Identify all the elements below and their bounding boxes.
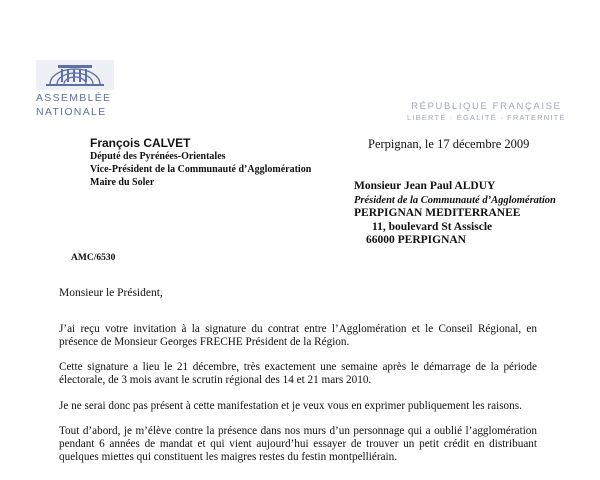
place-date: Perpignan, le 17 décembre 2009	[368, 137, 530, 151]
republique-motto: LIBERTÉ · ÉGALITÉ · FRATERNITÉ	[407, 113, 566, 122]
hemicycle-icon	[36, 60, 114, 90]
sender-name: François CALVET	[90, 136, 191, 150]
sender-title: Vice-Président de la Communauté d’Agglomération	[90, 164, 312, 175]
recipient-city: 66000 PERPIGNAN	[366, 234, 466, 246]
recipient-street: 11, boulevard St Assiscle	[372, 220, 493, 233]
republique-header	[407, 101, 566, 123]
body-paragraph: Je ne serai donc pas présent à cette manifestation et je veux vous en exprimer publiquement les raisons.	[59, 400, 522, 413]
reference-code: AMC/6530	[71, 253, 116, 263]
recipient-organization: PERPIGNAN MEDITERRANEE	[354, 207, 521, 219]
body-paragraph: Cette signature a lieu le 21 décembre, très exactement une semaine après le démarrage de la période électorale, de 3 mois avant le scrutin régional des 14 et 21 mars 2010.	[59, 361, 537, 387]
body-paragraph: J’ai reçu votre invitation à la signature du contrat entre l’Agglomération et le Conseil Régional, en présence de Monsieur Georges FRECHE Président de la Région.	[59, 323, 537, 349]
republique-name: RÉPUBLIQUE FRANÇAISE	[411, 101, 562, 112]
logo-line-1: ASSEMBLÉE	[36, 92, 112, 104]
sender-block	[90, 137, 311, 189]
sender-title: Maire du Soler	[90, 177, 155, 188]
recipient-block	[354, 180, 556, 248]
recipient-role: Président de la Communauté d’Agglomération	[354, 194, 556, 206]
salutation: Monsieur le Président,	[59, 287, 163, 299]
sender-title: Député des Pyrénées-Orientales	[90, 151, 226, 162]
logo-line-2: NATIONALE	[36, 106, 107, 118]
recipient-name: Monsieur Jean Paul ALDUY	[354, 180, 496, 192]
assemblee-nationale-logo	[36, 60, 116, 118]
body-paragraph: Tout d’abord, je m’élève contre la présence dans nos murs d’un personnage qui a oublié l’agglomération pendant 6 années de mandat et qui vient aujourd’hui essayer de trouver un petit crédit en distribuant quelques miettes qui constituent les maigres restes du festin montpelliérain.	[59, 425, 537, 464]
